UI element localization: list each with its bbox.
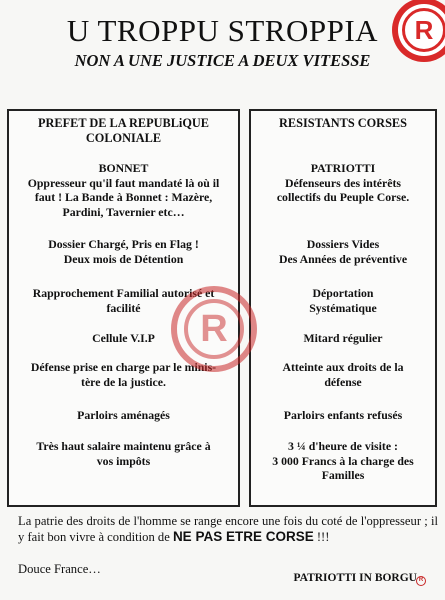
item-line: Dossier Chargé, Pris en Flag ! xyxy=(48,237,199,251)
item-line: Dossiers Vides xyxy=(306,237,380,251)
footer-text: La patrie des droits de l'homme se range encore une fois du coté de l'oppresseur ; il y fait bon vivre à condition de xyxy=(18,514,438,544)
left-item xyxy=(9,237,238,266)
left-item xyxy=(9,161,238,219)
signature: PATRIOTTI IN BORGU xyxy=(293,572,417,584)
item-line: Rapprochement Familial autorisé et xyxy=(32,286,215,300)
footer-text-end: !!! xyxy=(313,530,330,544)
left-column-heading xyxy=(9,116,238,146)
item-line: Oppresseur qu'il faut mandaté là où il xyxy=(27,175,220,190)
item-line: faut ! La Bande à Bonnet : Mazère, xyxy=(34,190,213,204)
right-column-box xyxy=(249,109,437,507)
item-line: Familles xyxy=(321,468,365,482)
right-item xyxy=(251,286,435,315)
item-line: Des Années de préventive xyxy=(278,251,408,266)
left-item xyxy=(9,408,238,423)
page-title: U TROPPU STROPPIA xyxy=(66,13,379,48)
item-line: Déportation xyxy=(312,286,374,300)
signoff: Douce France… xyxy=(18,562,101,576)
item-line: Défense prise en charge par le minis- xyxy=(30,360,217,374)
right-column-heading xyxy=(251,116,435,131)
item-line: BONNET xyxy=(98,161,149,175)
item-line: Systématique xyxy=(309,300,377,315)
item-line: vos impôts xyxy=(96,453,151,468)
item-line: tère de la justice. xyxy=(81,374,166,389)
item-line: 3 000 Francs à la charge des xyxy=(272,453,414,468)
footer-emphasis: NE PAS ETRE CORSE xyxy=(172,529,314,544)
right-item xyxy=(251,408,435,423)
item-line: Parloirs enfants refusés xyxy=(283,408,403,422)
right-item xyxy=(251,439,435,483)
item-line: Pardini, Tavernier etc… xyxy=(62,204,185,219)
item-line: facilité xyxy=(106,300,141,315)
right-item xyxy=(251,360,435,389)
right-item xyxy=(251,237,435,266)
right-heading-line: RESISTANTS CORSES xyxy=(279,116,407,130)
item-line: Deux mois de Détention xyxy=(63,251,184,266)
left-heading-line: PREFET DE LA REPUBLiQUE xyxy=(38,116,209,130)
left-heading-line: COLONIALE xyxy=(85,131,162,145)
left-item xyxy=(9,439,238,468)
item-line: Mitard régulier xyxy=(303,331,383,345)
item-line: 3 ¼ d'heure de visite : xyxy=(288,439,398,453)
item-line: défense xyxy=(324,374,362,389)
item-line: Très haut salaire maintenu grâce à xyxy=(36,439,211,453)
right-item xyxy=(251,331,435,346)
item-line: Atteinte aux droits de la xyxy=(282,360,404,374)
item-line: Parloirs aménagés xyxy=(77,408,170,422)
item-line: PATRIOTTI xyxy=(310,161,376,175)
page-subtitle: NON A UNE JUSTICE A DEUX VITESSE xyxy=(74,51,371,70)
item-line: collectifs du Peuple Corse. xyxy=(276,190,410,204)
logo-letter: R xyxy=(402,8,445,52)
logo-letter: R xyxy=(184,299,244,359)
watermark-logo-icon xyxy=(171,286,257,372)
small-logo-icon: R xyxy=(416,576,426,586)
right-item xyxy=(251,161,435,205)
item-line: Défenseurs des intérêts xyxy=(285,175,401,190)
footer-paragraph xyxy=(18,513,438,545)
item-line: Cellule V.I.P xyxy=(92,331,155,345)
